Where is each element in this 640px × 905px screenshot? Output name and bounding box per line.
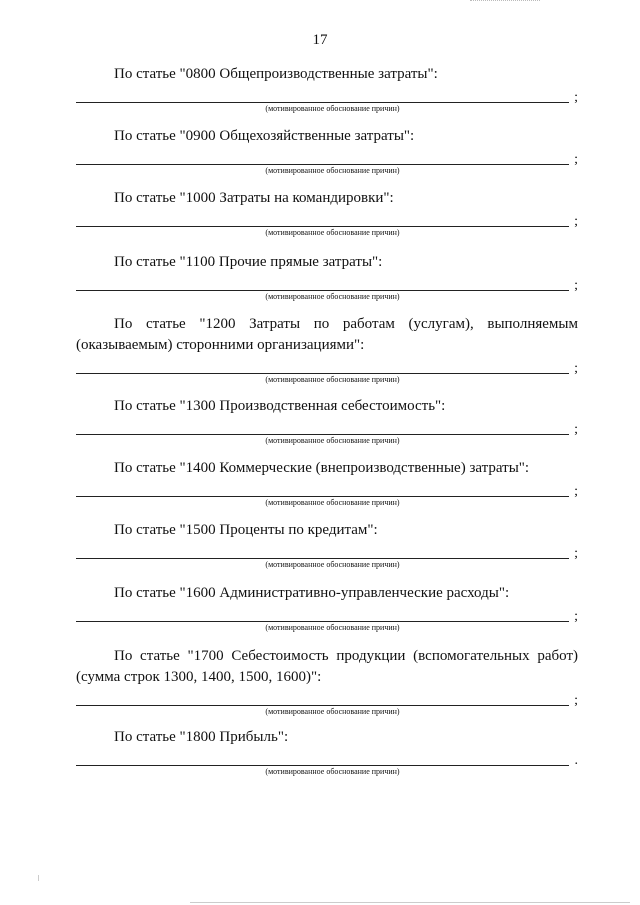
line-caption: (мотивированное обоснование причин): [265, 623, 400, 632]
section-heading: По статье "1100 Прочие прямые затраты":: [114, 254, 383, 270]
section-heading: По статье "1600 Административно-управленческие расходы":: [114, 585, 510, 601]
line-terminator: .: [574, 753, 578, 768]
section-heading: По статье "1800 Прибыль":: [114, 729, 289, 745]
line-terminator: ;: [574, 484, 578, 499]
answer-line: [76, 212, 578, 229]
section-heading: По статье "1200 Затраты по работам (услугам), выполняемым (оказываемым) сторонними организациями":: [76, 316, 578, 353]
answer-line: [76, 359, 578, 376]
section-heading: По статье "1000 Затраты на командировки":: [114, 190, 394, 206]
answer-line: [76, 482, 578, 499]
section-1600: [76, 583, 578, 633]
line-caption: (мотивированное обоснование причин): [265, 707, 400, 716]
line-terminator: ;: [574, 546, 578, 561]
scan-edge-mark: [190, 902, 630, 903]
section-heading: По статье "1300 Производственная себестоимость":: [114, 398, 446, 414]
line-caption: (мотивированное обоснование причин): [265, 228, 400, 237]
section-1100: [76, 252, 578, 302]
line-caption: (мотивированное обоснование причин): [265, 436, 400, 445]
scan-edge-mark: [470, 0, 540, 2]
section-heading: По статье "1700 Себестоимость продукции (вспомогательных работ) (сумма строк 1300, 1400, 1500, 1600)":: [76, 648, 578, 685]
section-1300: [76, 396, 578, 446]
line-terminator: ;: [574, 693, 578, 708]
section-1700: [76, 646, 578, 717]
line-terminator: ;: [574, 422, 578, 437]
section-0900: [76, 126, 578, 176]
answer-line: [76, 544, 578, 561]
answer-line: [76, 691, 578, 708]
section-1500: [76, 520, 578, 570]
section-heading: По статье "0900 Общехозяйственные затраты":: [114, 128, 415, 144]
section-heading: По статье "1400 Коммерческие (внепроизводственные) затраты":: [114, 460, 530, 476]
section-1400: [76, 458, 578, 508]
line-terminator: ;: [574, 214, 578, 229]
line-terminator: ;: [574, 152, 578, 167]
page-number: 17: [312, 32, 328, 48]
line-terminator: ;: [574, 361, 578, 376]
line-caption: (мотивированное обоснование причин): [265, 560, 400, 569]
section-1800: [76, 727, 578, 777]
line-terminator: ;: [574, 609, 578, 624]
answer-line: [76, 276, 578, 293]
answer-line: [76, 607, 578, 624]
line-terminator: ;: [574, 90, 578, 105]
scan-artifact: [38, 875, 39, 881]
section-heading: По статье "0800 Общепроизводственные затраты":: [114, 66, 438, 82]
answer-line: [76, 420, 578, 437]
answer-line: [76, 751, 578, 768]
line-caption: (мотивированное обоснование причин): [265, 498, 400, 507]
answer-line: [76, 150, 578, 167]
section-1000: [76, 188, 578, 238]
section-0800: [76, 64, 578, 114]
section-1200: [76, 314, 578, 385]
line-caption: (мотивированное обоснование причин): [265, 292, 400, 301]
line-caption: (мотивированное обоснование причин): [265, 166, 400, 175]
line-terminator: ;: [574, 278, 578, 293]
line-caption: (мотивированное обоснование причин): [265, 375, 400, 384]
section-heading: По статье "1500 Проценты по кредитам":: [114, 522, 378, 538]
answer-line: [76, 88, 578, 105]
line-caption: (мотивированное обоснование причин): [265, 767, 400, 776]
line-caption: (мотивированное обоснование причин): [265, 104, 400, 113]
